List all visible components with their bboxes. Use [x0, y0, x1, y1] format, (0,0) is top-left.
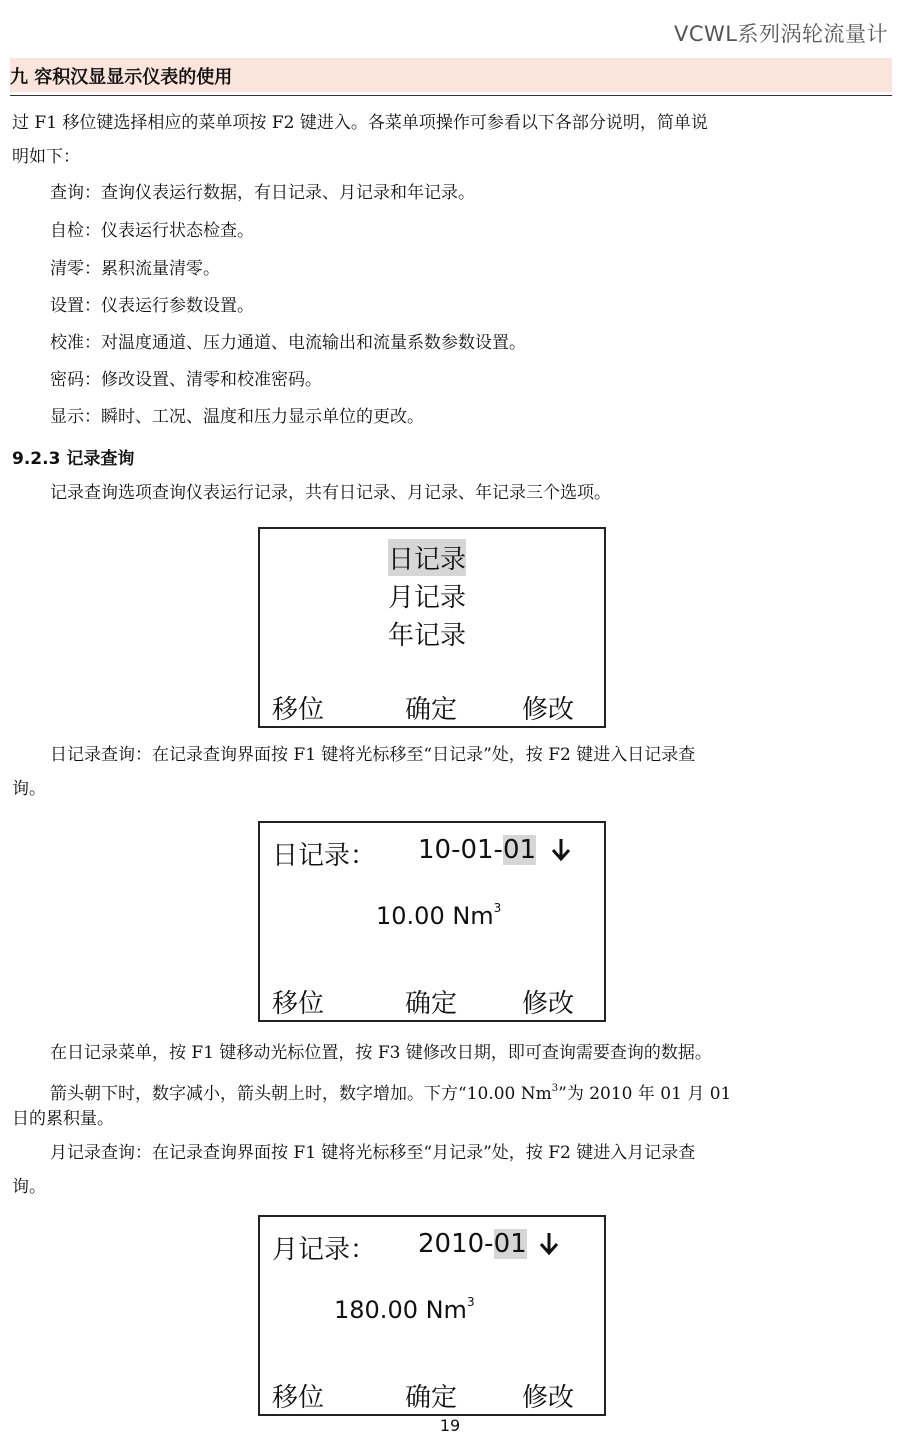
- arrow-down-icon: [538, 1231, 560, 1257]
- intro-line-1: 过 F1 移位键选择相应的菜单项按 F2 键进入。各菜单项操作可参看以下各部分说明，简单说: [12, 113, 708, 133]
- day-desc-line-3: 日的累积量。: [12, 1109, 114, 1129]
- menu-item-display: 显示：瞬时、工况、温度和压力显示单位的更改。: [50, 407, 424, 427]
- month-record-screen: [258, 1215, 606, 1416]
- option-day-record: 日记录: [388, 539, 466, 576]
- month-query-line-2: 询。: [12, 1177, 46, 1197]
- softkey-modify: 修改: [522, 989, 575, 1019]
- date-cursor: 01: [502, 835, 537, 865]
- arrow-down-icon: [550, 837, 572, 863]
- softkey-confirm: 确定: [405, 1383, 458, 1413]
- page-number: 19: [439, 1416, 461, 1435]
- softkey-confirm: 确定: [405, 695, 458, 725]
- record-menu-screen: [258, 527, 606, 728]
- intro-line-2: 明如下：: [12, 147, 80, 167]
- date-prefix: 10-01-: [418, 835, 503, 865]
- option-year-record: 年记录: [388, 621, 467, 651]
- menu-item-query: 查询：查询仪表运行数据，有日记录、月记录和年记录。: [50, 183, 475, 203]
- menu-item-calibrate: 校准：对温度通道、压力通道、电流输出和流量系数参数设置。: [50, 333, 526, 353]
- day-desc-line-1: 在日记录菜单，按 F1 键移动光标位置，按 F3 键修改日期，即可查询需要查询的数据。: [50, 1043, 712, 1063]
- month-query-line-1: 月记录查询：在记录查询界面按 F1 键将光标移至“月记录”处，按 F2 键进入月记录查: [50, 1143, 696, 1163]
- day-record-date: [418, 835, 536, 865]
- document-header-title: VCWL系列涡轮流量计: [674, 22, 888, 46]
- record-intro: 记录查询选项查询仪表运行记录，共有日记录、月记录、年记录三个选项。: [50, 483, 611, 503]
- section-divider: [10, 95, 892, 96]
- month-record-date: [418, 1229, 527, 1259]
- menu-item-password: 密码：修改设置、清零和校准密码。: [50, 370, 322, 390]
- menu-item-selftest: 自检：仪表运行状态检查。: [50, 221, 254, 241]
- menu-item-settings: 设置：仪表运行参数设置。: [50, 296, 254, 316]
- day-record-label: 日记录：: [272, 841, 377, 871]
- month-record-value: 180.00 Nm$^3$: [334, 1295, 475, 1324]
- softkey-confirm: 确定: [405, 989, 458, 1019]
- option-month-record: 月记录: [388, 583, 467, 613]
- day-desc-line-2: 箭头朝下时，数字减小，箭头朝上时，数字增加。下方“10.00 Nm$^3$”为 2010 年 01 月 01: [50, 1083, 732, 1104]
- section-title: 九 容积汉显显示仪表的使用: [10, 67, 233, 88]
- softkey-move: 移位: [272, 989, 325, 1019]
- softkey-move: 移位: [272, 695, 325, 725]
- softkey-modify: 修改: [522, 695, 575, 725]
- softkey-modify: 修改: [522, 1383, 575, 1413]
- day-query-line-2: 询。: [12, 779, 46, 799]
- month-record-label: 月记录：: [272, 1235, 377, 1265]
- subsection-title: 9.2.3 记录查询: [12, 449, 135, 469]
- day-record-screen: [258, 821, 606, 1022]
- day-record-value: 10.00 Nm$^3$: [376, 901, 502, 930]
- softkey-move: 移位: [272, 1383, 325, 1413]
- menu-item-clear: 清零：累积流量清零。: [50, 259, 220, 279]
- date-prefix: 2010-: [418, 1229, 494, 1259]
- date-cursor: 01: [493, 1229, 527, 1259]
- day-query-line-1: 日记录查询：在记录查询界面按 F1 键将光标移至“日记录”处，按 F2 键进入日记录查: [50, 745, 696, 765]
